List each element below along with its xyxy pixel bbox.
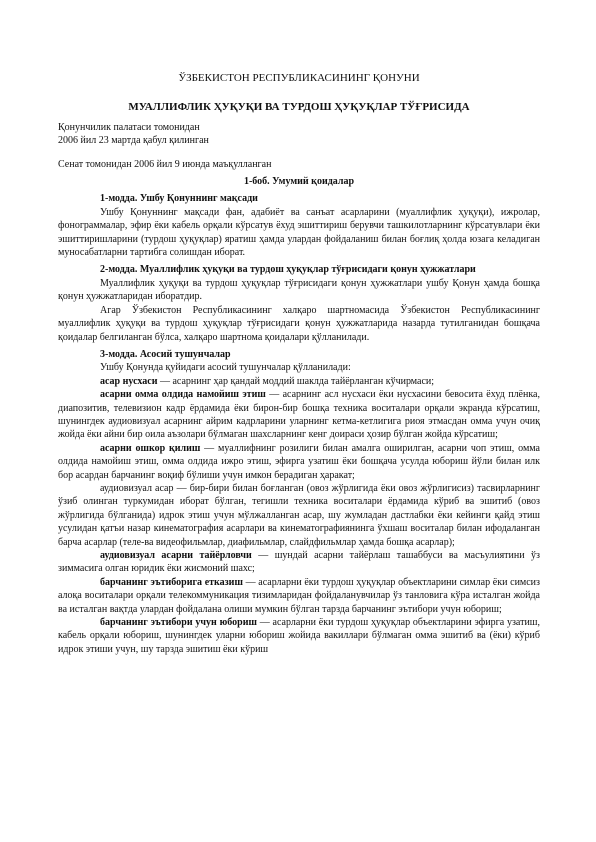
senate-approval: Сенат томонидан 2006 йил 9 июнда маъқулланган bbox=[58, 158, 272, 170]
definition-text: — муаллифнинг розилиги билан амалга оширилган, асарни чоп этиш, омма олдида намойиш этиш, омма олдида ижро этиш, эфирга узатиш ёки бошқача усулда юбориш йўли билан илк бор асардан барчанинг воқиф бўлиши учун имкон берадиган ҳаракат; bbox=[58, 442, 540, 481]
definition-item bbox=[58, 549, 540, 576]
definition-item bbox=[58, 442, 540, 482]
adoption-line-2: 2006 йил 23 мартда қабул қилинган bbox=[58, 135, 209, 147]
definition-term: барчанинг эътиборига етказиш bbox=[100, 576, 243, 588]
chapter-title: 1-боб. Умумий қоидалар bbox=[243, 176, 355, 188]
law-subtitle: МУАЛЛИФЛИК ҲУҚУҚИ ВА ТУРДОШ ҲУҚУҚЛАР ТЎҒРИСИДА bbox=[128, 101, 470, 114]
article-3-intro: Ушбу Қонунда қуйидаги асосий тушунчалар қўлланилади: bbox=[100, 362, 351, 374]
definition-term: асар нусхаси bbox=[100, 375, 158, 387]
definition-item bbox=[58, 482, 540, 549]
definition-text: — асарнинг ҳар қандай моддий шаклда тайёрланган кўчирмаси; bbox=[157, 375, 435, 387]
definition-term: аудиовизуал асарни тайёрловчи bbox=[100, 550, 252, 561]
definition-term: асарни ошкор қилиш bbox=[100, 442, 201, 454]
definition-item bbox=[58, 388, 540, 442]
adoption-line-1: Қонунчилик палатаси томонидан bbox=[58, 121, 200, 133]
article-1-title: 1-модда. Ушбу Қонуннинг мақсади bbox=[100, 193, 258, 205]
definition-item bbox=[58, 375, 540, 388]
definition-item bbox=[58, 616, 540, 656]
definition-text: — асарнинг асл нусхаси ёки нусхасини бевосита ёхуд плёнка, диапозитив, телевизион кадр ёрдамида ёки бирон-бир бошқа техника воситалари орқали экранда кўрсатиш, шунингдек аудиовизуал асарнинг айрим кадрларини уларнинг кетма-кетлигига риоя этмасдан омма учун очиқ жойда ёки айни бир оила аъзолари бўлмаган шахсларнинг кенг доираси ҳозир бўлган жойда кўрсатиш; bbox=[58, 389, 540, 441]
definition-term: барчанинг эътибори учун юбориш bbox=[100, 617, 257, 629]
law-title: ЎЗБЕКИСТОН РЕСПУБЛИКАСИНИНГ ҚОНУНИ bbox=[178, 72, 420, 84]
definition-item bbox=[58, 576, 540, 616]
definition-text: — асарларни ёки турдош ҳуқуқлар объектларини эфирга узатиш, кабель орқали юбориш, шунингдек уларни юбориш жойида вакиллари бўлмаган омма эшитиб ва (ёки) кўриб идрок этиши учун, шу тарзда эшитиш ёки кўриш bbox=[58, 617, 540, 655]
definition-text: — асарларни ёки турдош ҳуқуқлар объектларини симлар ёки симсиз алоқа воситалари орқали телекоммуникация тизимларидан фойдаланувчилар ўз танловига кўра исталган жойда ва исталган вақтда улардан фойдалана олиши мумкин бўлган тарзда барчанинг эътибори учун юбориш; bbox=[58, 576, 540, 615]
definition-term: асарни омма олдида намойиш этиш bbox=[100, 389, 266, 401]
article-1-paragraph: Ушбу Қонуннинг мақсади фан, адабиёт ва санъат асарларини (муаллифлик ҳуқуқи), ижролар, фонограммалар, эфир ёки кабель орқали кўрсатув ёхуд эшиттириш берувчи ташкилотларнинг кўрсатувлари ёки эшиттиришларини (турдош ҳуқуқлар) яратиш ҳамда улардан фойдаланиш билан боғлиқ ҳолда юзага келадиган муносабатларни тартибга солишдан иборат. bbox=[58, 206, 540, 259]
article-2-paragraph-1: Муаллифлик ҳуқуқи ва турдош ҳуқуқлар тўғрисидаги қонун ҳужжатлари ушбу Қонун ҳамда бошқа қонун ҳужжатларидан иборатдир. bbox=[58, 277, 540, 303]
definition-text: — шундай асарни тайёрлаш ташаббуси ва масъулиятини ўз зиммасига олган юридик ёки жисмоний шахс; bbox=[58, 550, 540, 575]
article-3-title: 3-модда. Асосий тушунчалар bbox=[100, 348, 231, 360]
article-2-title: 2-модда. Муаллифлик ҳуқуқи ва турдош ҳуқуқлар тўғрисидаги қонун ҳужжатлари bbox=[100, 264, 476, 276]
definition-text: аудиовизуал асар — бир-бири билан боғланган (овоз жўрлигида ёки овоз жўрлигисиз) тасвирларнинг ўзиб олинган туркумидан иборат бўлган, тегишли техника воситалари ёрдамида кўриб ва эшитиб (овоз жўрлигида бўлганида) идрок этиш учун мўлжалланган асар, шу жумладан дастлабки ёки кейинги қайд этиш усулидан қатъи назар кинематография асарлари ва кинематографиянинга ўхшаш воситалар билан ифодаланган барча асарлар (теле-ва видеофильмлар, диафильмлар, слайдфильмлар ҳамда бошқа асарлар); bbox=[58, 482, 540, 548]
article-2-paragraph-2: Агар Ўзбекистон Республикасининг халқаро шартномасида Ўзбекистон Республикасининг муаллифлик ҳуқуқи ва турдош ҳуқуқлар тўғрисидаги қонун ҳужжатларида назарда тутилганидан бошқача қоидалар белгиланган бўлса, халқаро шартнома қоидалари қўлланилади. bbox=[58, 304, 540, 343]
